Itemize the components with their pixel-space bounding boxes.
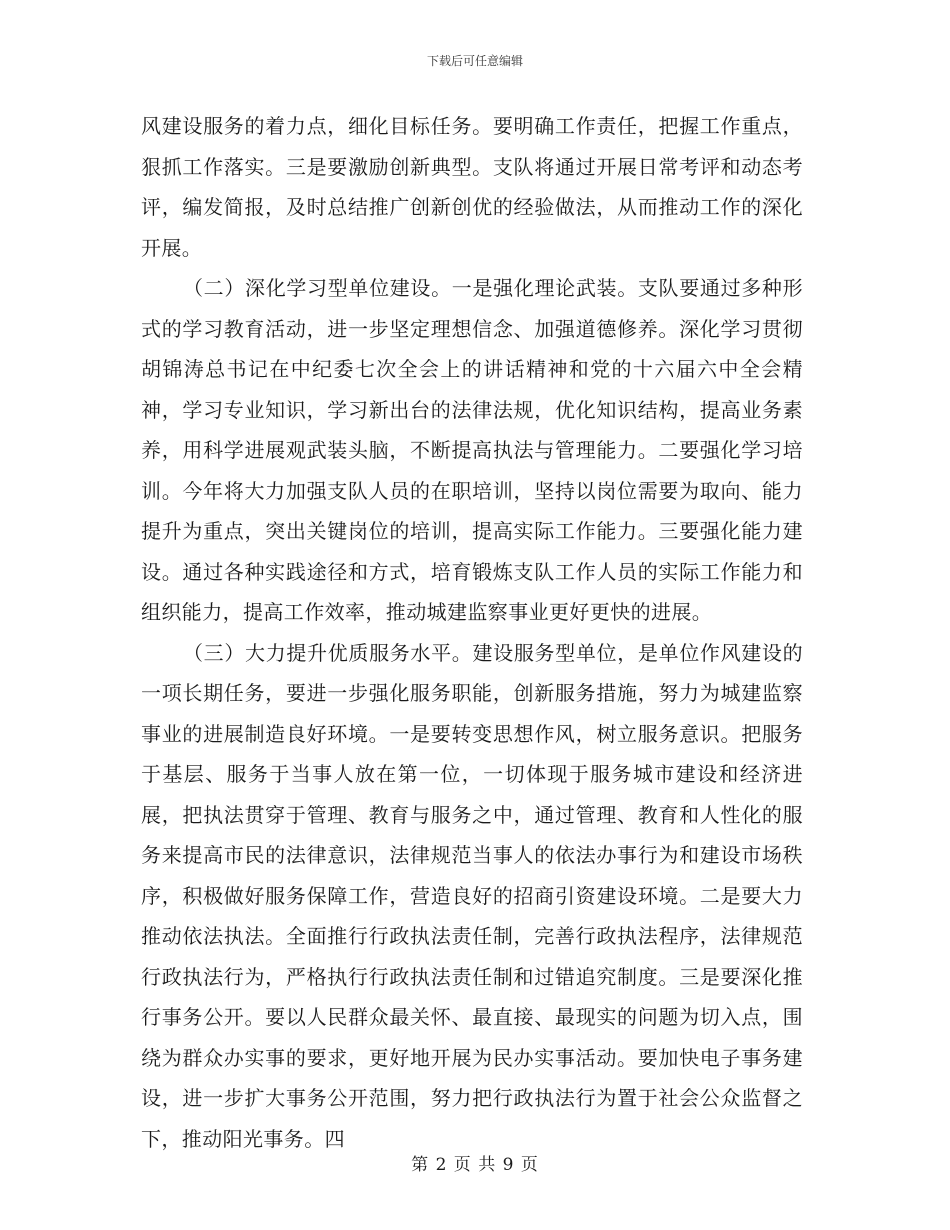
document-body — [141, 106, 803, 1159]
paragraph-section-two: （二）深化学习型单位建设。一是强化理论武装。支队要通过多种形式的学习教育活动，进一步坚定理想信念、加强道德修养。深化学习贯彻胡锦涛总书记在中纪委七次全会上的讲话精神和党的十六届六中全会精神，学习专业知识，学习新出台的法律法规，优化知识结构，提高业务素养，用科学进展观武装头脑，不断提高执法与管理能力。二要强化学习培训。今年将大力加强支队人员的在职培训，坚持以岗位需要为取向、能力提升为重点，突出关键岗位的培训，提高实际工作能力。三要强化能力建设。通过各种实践途径和方式，培育锻炼支队工作人员的实际工作能力和组织能力，提高工作效率，推动城建监察事业更好更快的进展。 — [141, 276, 803, 624]
paragraph-continuation: 风建设服务的着力点，细化目标任务。要明确工作责任，把握工作重点，狠抓工作落实。三是要激励创新典型。支队将通过开展日常考评和动态考评，编发简报，及时总结推广创新创优的经验做法，从而推动工作的深化开展。 — [141, 114, 803, 260]
page-header: 下载后可任意编辑 — [426, 54, 523, 68]
page-number-footer: 第 2 页 共 9 页 — [411, 1155, 539, 1175]
paragraph-section-three: （三）大力提升优质服务水平。建设服务型单位，是单位作风建设的一项长期任务，要进一步强化服务职能，创新服务措施，努力为城建监察事业的进展制造良好环境。一是要转变思想作风，树立服务意识。把服务于基层、服务于当事人放在第一位，一切体现于服务城市建设和经济进展，把执法贯穿于管理、教育与服务之中，通过管理、教育和人性化的服务来提高市民的法律意识，法律规范当事人的依法办事行为和建设市场秩序，积极做好服务保障工作，营造良好的招商引资建设环境。二是要大力推动依法执法。全面推行行政执法责任制，完善行政执法程序，法律规范行政执法行为，严格执行行政执法责任制和过错追究制度。三是要深化推行事务公开。要以人民群众最关怀、最直接、最现实的问题为切入点，围绕为群众办实事的要求，更好地开展为民办实事活动。要加快电子事务建设，进一步扩大事务公开范围，努力把行政执法行为置于社会公众监督之下，推动阳光事务。四 — [141, 640, 803, 1151]
